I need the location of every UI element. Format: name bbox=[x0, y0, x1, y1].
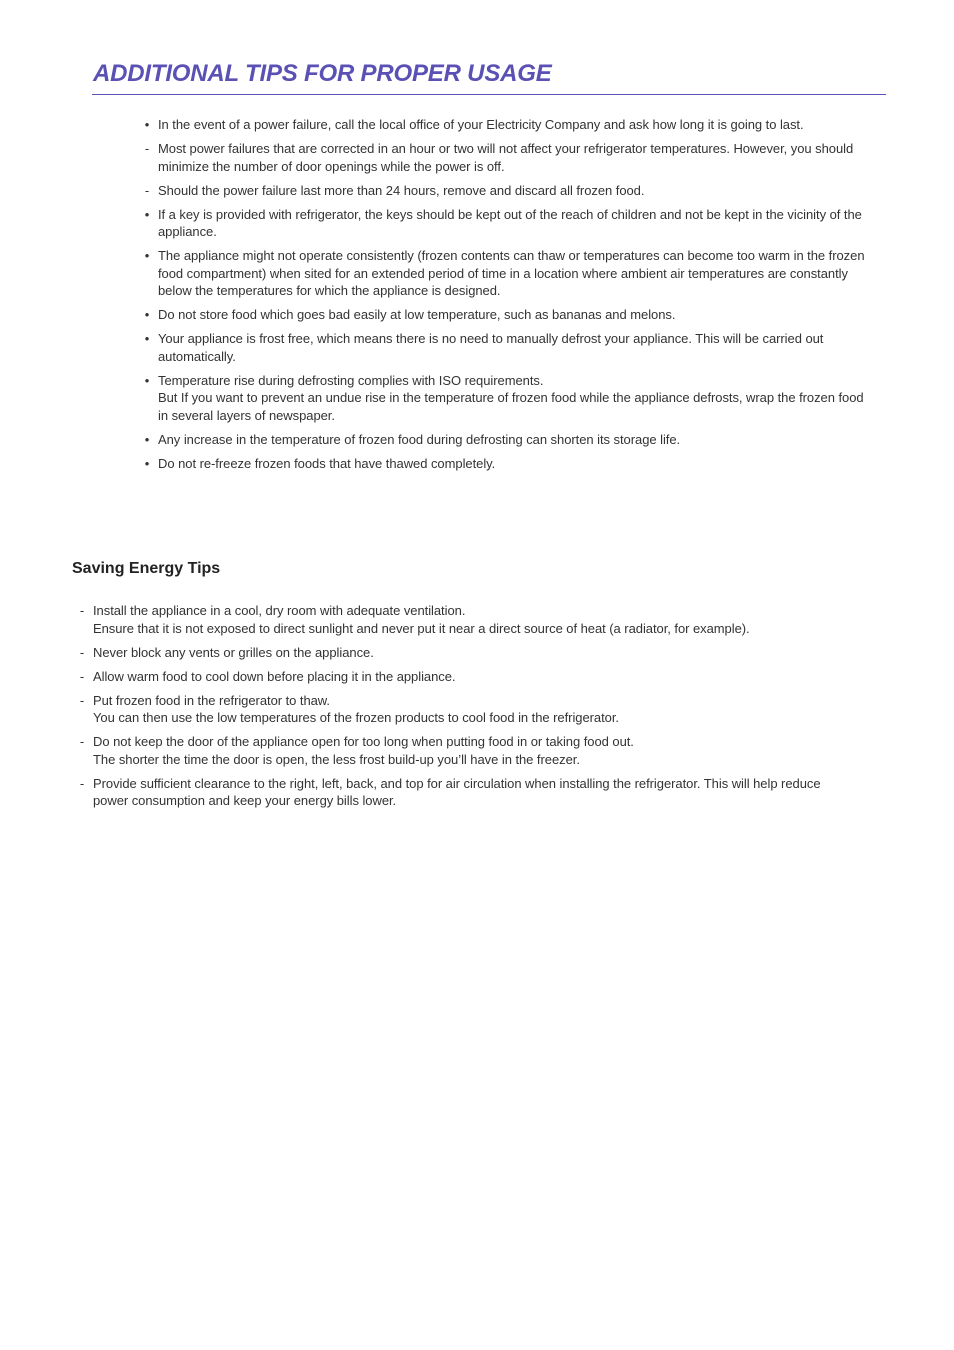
list-item bbox=[141, 455, 871, 473]
dash-marker: - bbox=[79, 603, 85, 618]
energy-tip-text: Provide sufficient clearance to the right, left, back, and top for air circulation when installing the refrigerator. This will help reduce power consumption and keep your energy bills lower. bbox=[93, 775, 821, 808]
usage-tips-list bbox=[141, 116, 871, 479]
tip-text: Your appliance is frost free, which means there is no need to manually defrost your appliance. This will be carried out automatically. bbox=[158, 331, 824, 364]
tip-text: In the event of a power failure, call the local office of your Electricity Company and ask how long it is going to last. bbox=[158, 117, 804, 132]
list-item bbox=[141, 140, 871, 175]
list-item bbox=[141, 330, 871, 365]
energy-tip-text: Allow warm food to cool down before placing it in the appliance. bbox=[93, 668, 456, 684]
dash-marker: - bbox=[79, 734, 85, 749]
list-item bbox=[76, 775, 846, 810]
bullet-marker: • bbox=[144, 455, 150, 471]
energy-tips-list bbox=[76, 602, 846, 816]
list-item bbox=[76, 733, 846, 768]
tip-text: Most power failures that are corrected in an hour or two will not affect your refrigerator temperatures. However, you should minimize the number of door openings while the power is off. bbox=[158, 141, 854, 174]
energy-tip-text: Do not keep the door of the appliance open for too long when putting food in or taking food out. The shorter the time the door is open, the less frost build-up you’ll have in the freezer. bbox=[93, 734, 634, 767]
list-item bbox=[141, 182, 871, 200]
list-item bbox=[141, 206, 871, 241]
tip-text: If a key is provided with refrigerator, the keys should be kept out of the reach of children and not be kept in the vicinity of the appliance. bbox=[158, 206, 862, 239]
tip-text: Do not store food which goes bad easily at low temperature, such as bananas and melons. bbox=[158, 307, 676, 322]
energy-tip-text: Put frozen food in the refrigerator to thaw. You can then use the low temperatures of the frozen products to cool food in the refrigerator. bbox=[93, 692, 619, 725]
energy-tip-text: Never block any vents or grilles on the appliance. bbox=[93, 644, 374, 660]
title-divider bbox=[92, 94, 886, 95]
dash-marker: - bbox=[144, 141, 150, 156]
bullet-marker: • bbox=[144, 206, 150, 222]
list-item bbox=[141, 247, 871, 300]
list-item bbox=[141, 431, 871, 449]
page-title: ADDITIONAL TIPS FOR PROPER USAGE bbox=[93, 60, 552, 87]
tip-text: Should the power failure last more than 24 hours, remove and discard all frozen food. bbox=[158, 182, 645, 198]
list-item bbox=[141, 116, 871, 134]
dash-marker: - bbox=[144, 182, 150, 198]
tip-text: Temperature rise during defrosting complies with ISO requirements. But If you want to prevent an undue rise in the temperature of frozen food while the appliance defrosts, wrap the frozen food in several layers of newspaper. bbox=[158, 372, 864, 423]
dash-marker: - bbox=[79, 644, 85, 660]
tip-text: The appliance might not operate consistently (frozen contents can thaw or temperatures can become too warm in the frozen food compartment) when sited for an extended period of time in a location where ambient air temperatures are constantly below the temperatures for which the appliance is designed. bbox=[158, 248, 865, 298]
bullet-marker: • bbox=[144, 372, 150, 388]
list-item bbox=[76, 692, 846, 727]
bullet-marker: • bbox=[144, 431, 150, 447]
tip-text: Any increase in the temperature of frozen food during defrosting can shorten its storage life. bbox=[158, 431, 681, 447]
energy-tip-text: Install the appliance in a cool, dry room with adequate ventilation. Ensure that it is not exposed to direct sunlight and never put it near a direct source of heat (a radiator, for example). bbox=[93, 603, 750, 636]
list-item bbox=[76, 602, 846, 637]
bullet-marker: • bbox=[144, 331, 150, 346]
dash-marker: - bbox=[79, 692, 85, 708]
bullet-marker: • bbox=[144, 307, 150, 322]
list-item bbox=[141, 306, 871, 324]
bullet-marker: • bbox=[144, 117, 150, 132]
list-item bbox=[76, 644, 846, 662]
tip-text: Do not re-freeze frozen foods that have thawed completely. bbox=[158, 455, 496, 471]
list-item bbox=[141, 372, 871, 425]
list-item bbox=[76, 668, 846, 686]
section-heading-saving-energy: Saving Energy Tips bbox=[72, 560, 221, 577]
bullet-marker: • bbox=[144, 248, 150, 263]
dash-marker: - bbox=[79, 668, 85, 684]
dash-marker: - bbox=[79, 775, 85, 791]
